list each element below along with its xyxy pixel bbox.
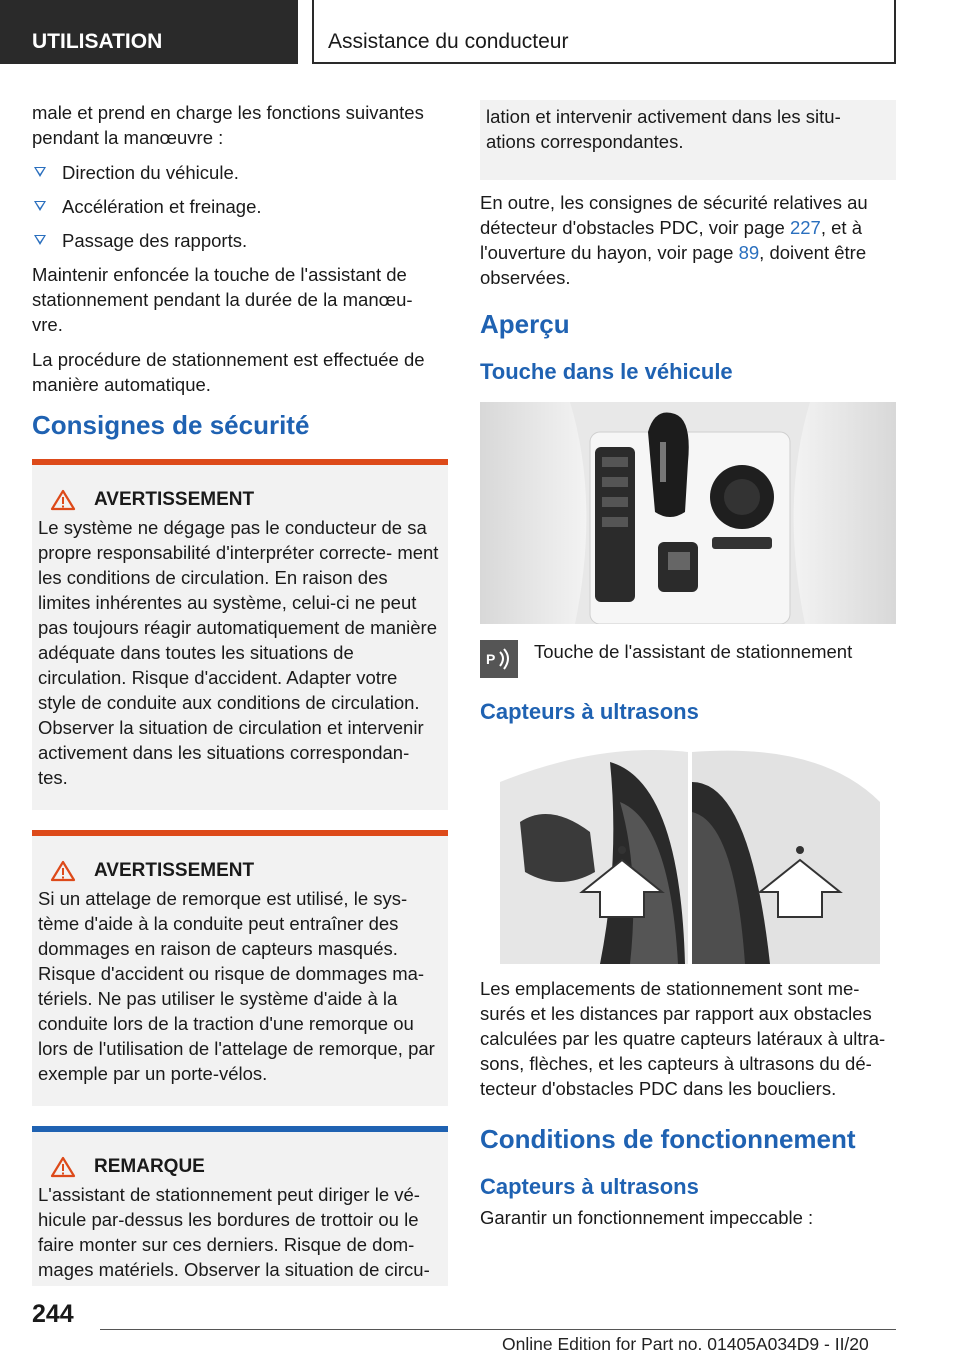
paragraph-guarantee: Garantir un fonctionnement impeccable : xyxy=(480,1207,814,1228)
footer-edition: Online Edition for Part no. 01405A034D9 - II/20 xyxy=(502,1334,869,1354)
warning-triangle-icon xyxy=(50,860,76,882)
paragraph-automatic: La procédure de stationnement est effectuée de manière automatique. xyxy=(32,349,425,395)
paragraph-hold-button: Maintenir enfoncée la touche de l'assistant de stationnement pendant la durée de la manœu- vre. xyxy=(32,264,413,335)
bullet-triangle-icon xyxy=(34,167,46,177)
svg-text:P: P xyxy=(486,651,496,667)
function-list xyxy=(32,160,448,253)
caption-text: Touche de l'assistant de stationnement xyxy=(534,641,853,662)
page-number: 244 xyxy=(32,1300,74,1328)
footer-divider xyxy=(100,1329,896,1330)
heading-button-in-vehicle: Touche dans le véhicule xyxy=(480,359,733,384)
heading-overview: Aperçu xyxy=(480,309,570,339)
bullet-triangle-icon xyxy=(34,235,46,245)
paragraph-sensors: Les emplacements de stationnement sont me- surés et les distances par rapport aux obstacles calculées par les quatre capteurs latéraux à ultra- sons, flèches, et les capteurs à ultrasons du dé- tecteur d'obstacles PDC dans les boucliers. xyxy=(480,978,886,1099)
heading-operating-conditions: Conditions de fonctionnement xyxy=(480,1124,856,1154)
page-link[interactable]: 227 xyxy=(789,217,821,238)
figure-caption xyxy=(480,640,896,678)
ultrasonic-sensors-photo xyxy=(480,742,896,964)
heading-ultrasonic-sensors: Capteurs à ultrasons xyxy=(480,699,699,724)
heading-safety: Consignes de sécurité xyxy=(32,410,310,440)
list-item: Accélération et freinage. xyxy=(32,194,448,219)
left-column xyxy=(32,100,448,1306)
heading-ultrasonic-sensors-2: Capteurs à ultrasons xyxy=(480,1174,699,1199)
list-item: Passage des rapports. xyxy=(32,228,448,253)
note-box xyxy=(32,1126,448,1286)
warning-text: Si un attelage de remorque est utilisé, le sys- tème d'aide à la conduite peut entraîner des dommages en raison de capteurs masqués. Risque d'accident ou risque de dommages ma- tériels. Ne pas utiliser le système d'aide à la conduite lors de la traction d'une remorque ou lors de l'utilisation de l'attelage de remorque, par exemple par un porte-vélos. xyxy=(38,888,435,1084)
header-chapter-title: Assistance du conducteur xyxy=(312,0,896,64)
page-link[interactable]: 89 xyxy=(738,242,760,263)
parking-assistant-icon xyxy=(480,640,518,678)
warning-box xyxy=(32,459,448,810)
warning-title: AVERTISSEMENT xyxy=(94,860,255,881)
header-section-tab: UTILISATION xyxy=(0,0,298,64)
paragraph-references: En outre, les consignes de sécurité relatives au détecteur d'obstacles PDC, voir page 227, et à l'ouverture du hayon, voir page 89, doivent être observées. xyxy=(480,192,868,288)
list-item: Direction du véhicule. xyxy=(32,160,448,185)
warning-title: AVERTISSEMENT xyxy=(94,489,255,510)
note-continuation: lation et intervenir activement dans les situ- ations correspondantes. xyxy=(480,100,896,180)
note-title: REMARQUE xyxy=(94,1156,205,1177)
warning-box xyxy=(32,830,448,1106)
right-column xyxy=(480,100,896,1240)
bullet-triangle-icon xyxy=(34,201,46,211)
warning-text: Le système ne dégage pas le conducteur de sa propre responsabilité d'interpréter correcte- ment les conditions de circulation. En raison des limites inhérentes au système, celui-ci ne peut pas toujours réagir automatiquement de manière adéquate dans toutes les situations de circulation. Risque d'accident. Adapter votre style de conduite aux conditions de circulation. Observer la situation de circulation et intervenir activement dans les situations correspondan- tes. xyxy=(38,517,439,788)
note-triangle-icon xyxy=(50,1156,76,1178)
intro-paragraph: male et prend en charge les fonctions suivantes pendant la manœuvre : xyxy=(32,102,424,148)
center-console-photo xyxy=(480,402,896,624)
note-text: L'assistant de stationnement peut diriger le vé- hicule par-dessus les bordures de trottoir ou le faire monter sur ces derniers. Risque de dom- mages matériels. Observer la situation de circu- xyxy=(38,1184,430,1280)
warning-triangle-icon xyxy=(50,489,76,511)
